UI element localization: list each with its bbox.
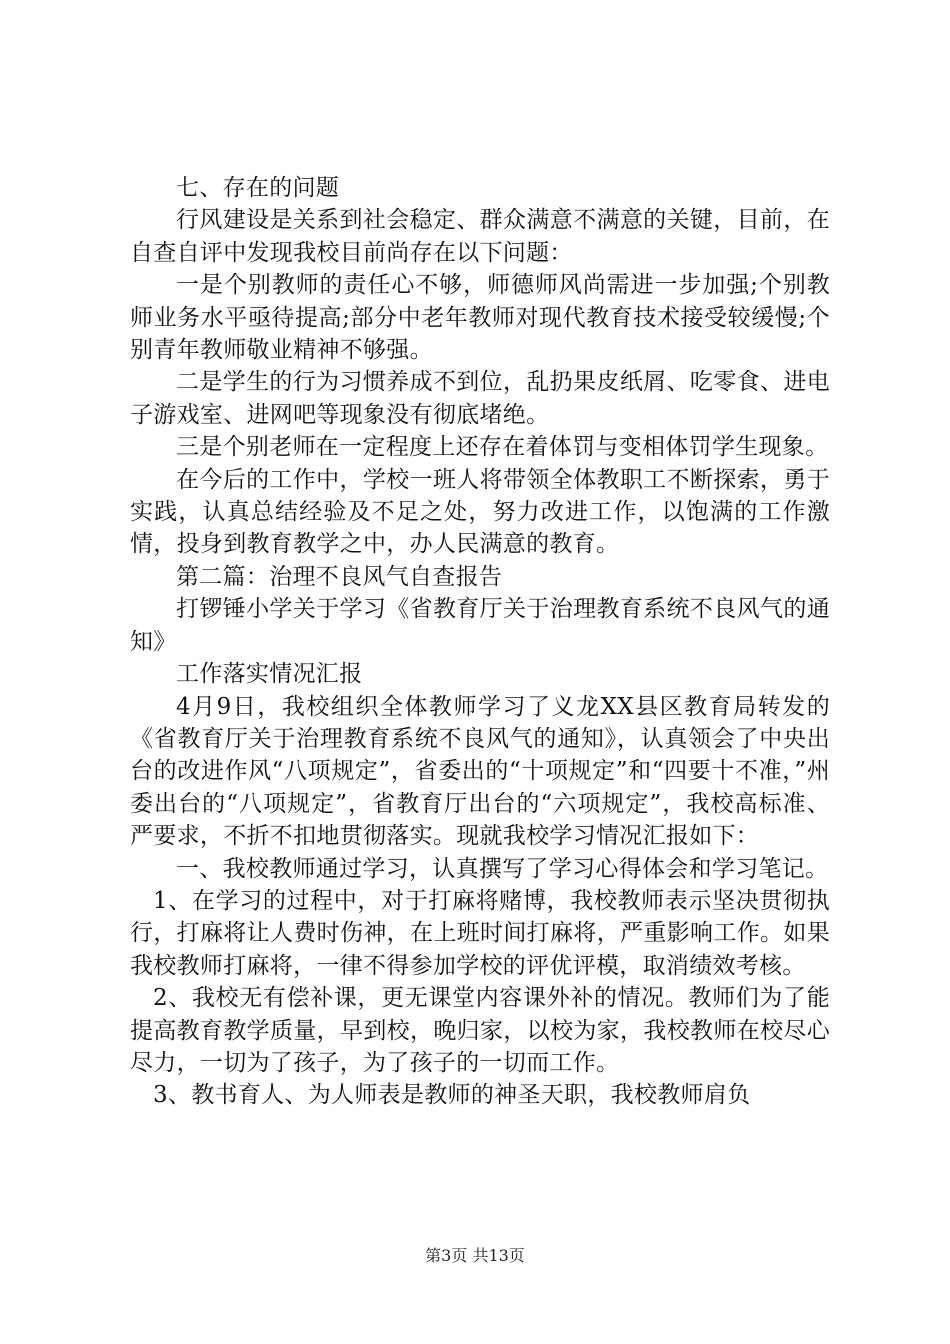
paragraph-april-study: 4月9日，我校组织全体教师学习了义龙XX县区教育局转发的《省教育厅关于治理教育系统不良风气的通知》，认真领会了中央出台的改进作风“八项规定”，省委出的“十项规定”和“四要十不准，”州委出台的“八项规定”，省教育厅出台的“六项规定”，我校高标准、严要求，不折不扣地贯彻落实。现就我校学习情况汇报如下： [130,693,830,850]
paragraph-item-1: 1、在学习的过程中，对于打麻将赌博，我校教师表示坚决贯彻执行，打麻将让人费时伤神，在上班时间打麻将，严重影响工作。如果我校教师打麻将，一律不得参加学校的评优评模，取消绩效考核。 [130,887,830,979]
section-heading-part-two: 第二篇：治理不良风气自查报告 [176,563,503,590]
paragraph-problem-3: 三是个别老师在一定程度上还存在着体罚与变相体罚学生现象。 [176,434,829,461]
document-body [130,172,830,1112]
page-number-footer: 第3页 共13页 [425,1246,525,1265]
report-title-line-1: 打锣锤小学关于学习《省教育厅关于治理教育系统不良风气的通知》 [130,596,830,655]
paragraph-item-3: 3、教书育人、为人师表是教师的神圣天职，我校教师肩负 [153,1082,751,1109]
section-heading-problems: 七、存在的问题 [176,175,340,201]
paragraph-intro: 行风建设是关系到社会稳定、群众满意不满意的关键，目前，在自查自评中发现我校目前尚存在以下问题： [130,207,830,266]
paragraph-future-work: 在今后的工作中，学校一班人将带领全体教职工不断探索，勇于实践，认真总结经验及不足之处，努力改进工作，以饱满的工作激情，投身到教育教学之中，办人民满意的教育。 [130,466,830,558]
paragraph-problem-2: 二是学生的行为习惯养成不到位，乱扔果皮纸屑、吃零食、进电子游戏室、进网吧等现象没有彻底堵绝。 [130,369,830,428]
paragraph-item-2: 2、我校无有偿补课，更无课堂内容课外补的情况。教师们为了能提高教育教学质量，早到校，晚归家，以校为家，我校教师在校尽心尽力，一切为了孩子，为了孩子的一切而工作。 [130,985,830,1076]
paragraph-problem-1: 一是个别教师的责任心不够，师德师风尚需进一步加强;个别教师业务水平亟待提高;部分中老年教师对现代教育技术接受较缓慢;个别青年教师敬业精神不够强。 [130,272,830,364]
report-title-line-2: 工作落实情况汇报 [176,661,363,688]
paragraph-point-one: 一、我校教师通过学习，认真撰写了学习心得体会和学习笔记。 [176,855,829,882]
